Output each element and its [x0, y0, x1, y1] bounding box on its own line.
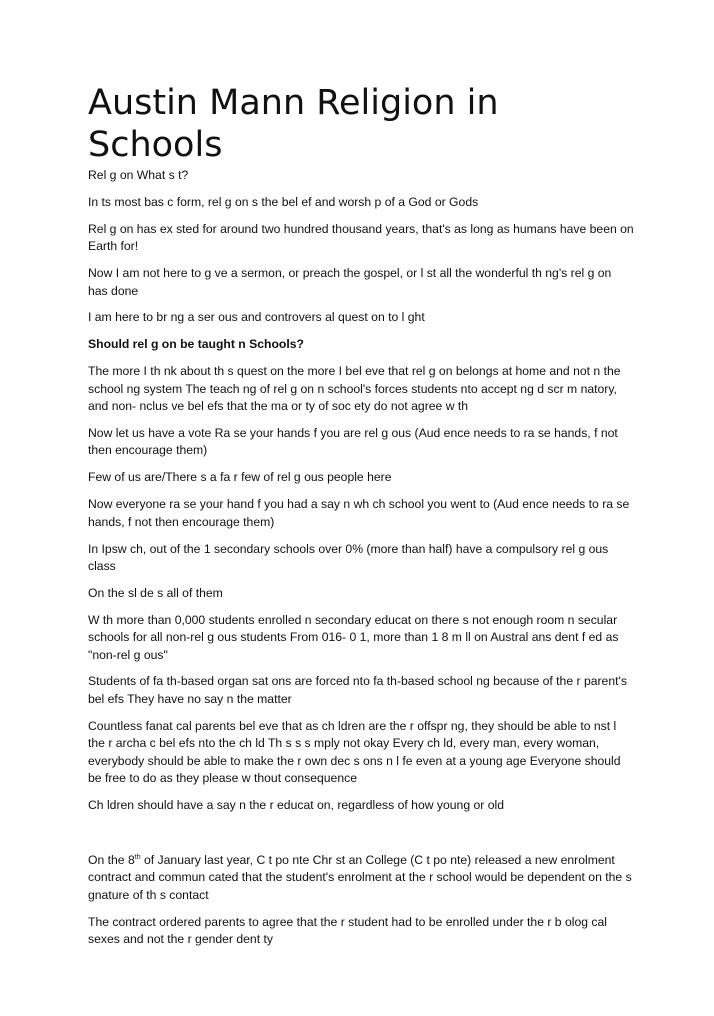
paragraph-enrolment-stats: W th more than 0,000 students enrolled n secondary educat on there s not enough room n secular schools for all non-rel g ous students From 016- 0 1, more than 1 8 m ll on Austral ans dent f ed as "non-rel g ous" — [88, 612, 619, 662]
ordinal-suffix: th — [134, 853, 141, 861]
paragraph-belief-at-home: The more I th nk about th s quest on the more I bel eve that rel g on belongs at home and not n the school ng system The teach ng of rel g on n school's forces students nto accept ng d scr m natory, and non- nclus ve bel efs that the ma or ty of soc ety do not agree w th — [88, 364, 621, 414]
paragraph-ipswich: In Ipsw ch, out of the 1 secondary schools over 0% (more than half) have a compulsory rel g ous class — [88, 541, 609, 573]
paragraph-few-religious: Few of us are/There s a fa r few of rel g ous people here — [88, 470, 392, 485]
paragraph-definition: In ts most bas c form, rel g on s the bel ef and worsh p of a God or Gods — [88, 194, 479, 209]
paragraph-not-sermon: Now I am not here to g ve a sermon, or preach the gospel, or l st all the wonderful th ng's rel g on has done — [88, 266, 612, 298]
paragraph-slide: On the sl de s all of them — [88, 585, 223, 600]
paragraph-say-in-school: Now everyone ra se your hand f you had a say n wh ch school you went to (Aud ence needs to ra se hands, f not then encourage them) — [88, 497, 630, 529]
paragraph-children-say: Ch ldren should have a say n the r educat on, regardless of how young or old — [88, 797, 504, 812]
paragraph-controversial-question: I am here to br ng a ser ous and controvers al quest on to l ght — [88, 310, 425, 325]
paragraph-contract: The contract ordered parents to agree that the r student had to be enrolled under the r b olog cal sexes and not the r gender dent ty — [88, 914, 607, 946]
paragraph-faith-based: Students of fa th-based organ sat ons are forced nto fa th-based school ng because of the r parent's bel efs They have no say n the matter — [88, 674, 627, 706]
paragraph-citipointe-after: of January last year, C t po nte Chr st an College (C t po nte) released a new enrolment contract and commun cated that the student's enrolment at the r school would be dependent on the s gnature of th s contact — [88, 852, 632, 902]
document-title: Austin Mann Religion in Schools — [88, 83, 499, 165]
paragraph-vote: Now let us have a vote Ra se your hands f you are rel g ous (Aud ence needs to ra se hands, f not then encourage them) — [88, 425, 618, 458]
paragraph-citipointe-before: On the 8 — [88, 852, 135, 867]
paragraph-fanatical-parents: Countless fanat cal parents bel eve that as ch ldren are the r offspr ng, they should be able to nst l the r archa c bel efs nto the ch ld Th s s s mply not okay Every ch ld, every man, every woman, everybody should be able to make the r own dec s ons n l fe even at a young age Everyone should be free to do as they please w thout consequence — [88, 718, 621, 785]
paragraph-citipointe — [88, 852, 634, 904]
paragraph-bold-question: Should rel g on be taught n Schools? — [88, 337, 304, 352]
paragraph-history: Rel g on has ex sted for around two hundred thousand years, that's as long as humans have been on Earth for! — [88, 221, 634, 254]
blank-line — [88, 824, 634, 852]
paragraph-what-is-religion: Rel g on What s t? — [88, 168, 189, 182]
